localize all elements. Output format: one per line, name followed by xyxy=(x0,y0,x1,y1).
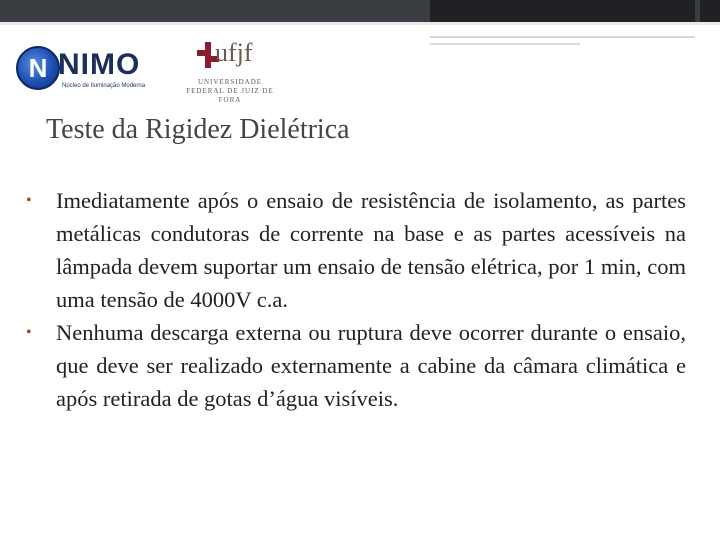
decorative-line xyxy=(430,43,580,45)
bullet-item xyxy=(26,184,686,316)
nimo-logo xyxy=(14,44,154,96)
bullet-dot-icon: • xyxy=(26,324,32,341)
decorative-line xyxy=(430,36,695,38)
nimo-logo-word: NIMO xyxy=(58,48,141,81)
ufjf-mark-text: ufjf xyxy=(215,38,253,67)
ufjf-logo xyxy=(175,38,285,104)
bullet-text: Imediatamente após o ensaio de resistência de isolamento, as partes metálicas condutoras de corrente na base e as partes acessíveis na lâmpada devem suportar um ensaio de tensão elétrica, por 1 min, com uma tensão de 4000V c.a. xyxy=(56,188,686,312)
top-bar-divider xyxy=(0,22,720,25)
top-bar-segment xyxy=(430,0,695,22)
ufjf-caption xyxy=(175,78,285,105)
top-bar xyxy=(0,0,720,22)
bullet-item xyxy=(26,316,686,415)
slide-title: Teste da Rigidez Dielétrica xyxy=(46,114,350,145)
bullet-list xyxy=(26,184,686,415)
nimo-logo-subtitle: Núcleo de Iluminação Moderna xyxy=(62,83,146,89)
nimo-logo-letter: N xyxy=(28,53,48,83)
ufjf-caption-line2: FEDERAL DE JUIZ DE FORA xyxy=(186,87,274,104)
bullet-text: Nenhuma descarga externa ou ruptura deve ocorrer durante o ensaio, que deve ser realizado externamente a cabine da câmara climática e após retirada de gotas d’água visíveis. xyxy=(56,320,686,411)
top-bar-segment xyxy=(700,0,720,22)
bullet-dot-icon: • xyxy=(26,192,32,209)
nimo-logo-circle xyxy=(16,46,60,90)
ufjf-caption-line1: UNIVERSIDADE xyxy=(197,78,263,86)
